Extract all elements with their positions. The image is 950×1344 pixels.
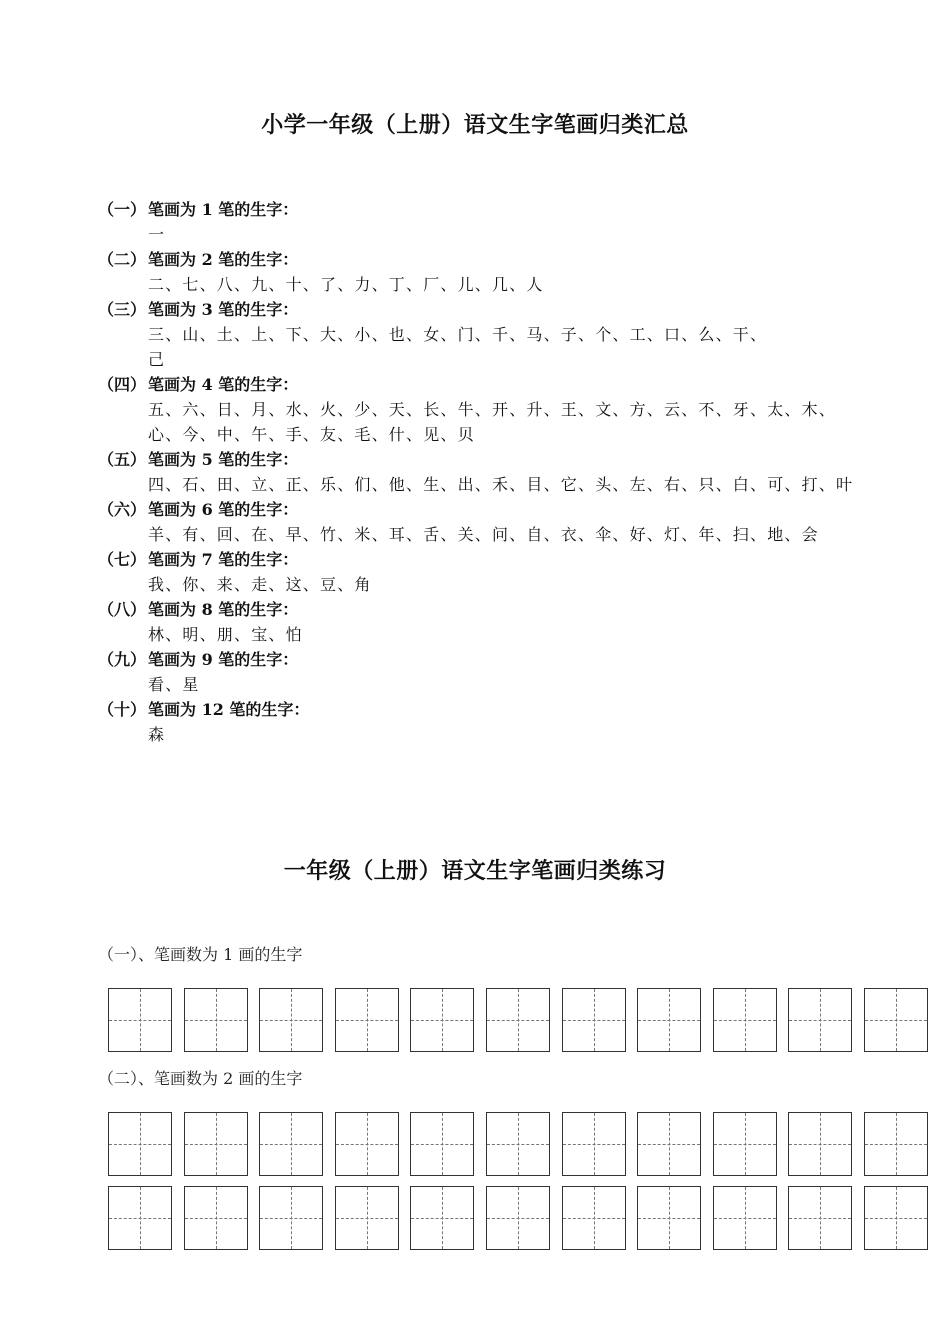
writing-box[interactable]	[259, 988, 323, 1052]
guide-line-horizontal	[185, 1144, 247, 1145]
section-4	[98, 372, 878, 447]
section-1	[98, 197, 878, 247]
guide-line-horizontal	[865, 1144, 927, 1145]
guide-line-horizontal	[260, 1020, 322, 1021]
section-chars: 二、七、八、九、十、了、力、丁、厂、儿、几、人	[148, 275, 544, 294]
section-chars: 看、星	[148, 675, 200, 694]
writing-box[interactable]	[410, 1112, 474, 1176]
section-6	[98, 497, 878, 547]
writing-box[interactable]	[637, 988, 701, 1052]
writing-box[interactable]	[788, 1112, 852, 1176]
guide-line-horizontal	[638, 1144, 700, 1145]
guide-line-horizontal	[789, 1144, 851, 1145]
section-number: （三）	[98, 300, 147, 319]
section-10	[98, 697, 878, 747]
guide-line-horizontal	[789, 1218, 851, 1219]
section-number: （四）	[98, 375, 147, 394]
guide-line-horizontal	[109, 1020, 171, 1021]
practice-grid-row	[108, 988, 926, 1052]
guide-line-horizontal	[714, 1144, 776, 1145]
guide-line-horizontal	[563, 1144, 625, 1145]
writing-box[interactable]	[335, 1186, 399, 1250]
guide-line-horizontal	[487, 1218, 549, 1219]
section-chars: 森	[148, 725, 166, 744]
guide-line-horizontal	[487, 1144, 549, 1145]
guide-line-horizontal	[714, 1218, 776, 1219]
stroke-sections	[98, 197, 878, 747]
section-7	[98, 547, 878, 597]
section-number: （十）	[98, 700, 147, 719]
guide-line-horizontal	[411, 1144, 473, 1145]
summary-title: 小学一年级（上册）语文生字笔画归类汇总	[261, 112, 689, 138]
writing-box[interactable]	[864, 988, 928, 1052]
writing-box[interactable]	[184, 1186, 248, 1250]
writing-box[interactable]	[410, 1186, 474, 1250]
guide-line-horizontal	[185, 1020, 247, 1021]
section-chars: 四、石、田、立、正、乐、们、他、生、出、禾、目、它、头、左、右、只、白、可、打、叶	[148, 475, 854, 494]
writing-box[interactable]	[637, 1112, 701, 1176]
writing-box[interactable]	[562, 988, 626, 1052]
writing-box[interactable]	[108, 1186, 172, 1250]
guide-line-horizontal	[260, 1144, 322, 1145]
practice-grid-row	[108, 1112, 926, 1176]
section-chars: 羊、有、回、在、早、竹、米、耳、舌、关、问、自、衣、伞、好、灯、年、扫、地、会	[148, 525, 819, 544]
guide-line-horizontal	[109, 1218, 171, 1219]
section-chars: 林、明、朋、宝、怕	[148, 625, 303, 644]
section-heading: 笔画为 8 笔的生字：	[148, 600, 299, 619]
writing-box[interactable]	[184, 988, 248, 1052]
section-5	[98, 447, 878, 497]
section-number: （五）	[98, 450, 147, 469]
guide-line-horizontal	[714, 1020, 776, 1021]
writing-box[interactable]	[108, 1112, 172, 1176]
writing-box[interactable]	[713, 1112, 777, 1176]
guide-line-horizontal	[865, 1218, 927, 1219]
practice-title: 一年级（上册）语文生字笔画归类练习	[283, 858, 667, 884]
writing-box[interactable]	[259, 1112, 323, 1176]
writing-box[interactable]	[335, 988, 399, 1052]
writing-box[interactable]	[562, 1112, 626, 1176]
writing-box[interactable]	[486, 1186, 550, 1250]
section-number: （二）	[98, 250, 147, 269]
writing-box[interactable]	[864, 1112, 928, 1176]
section-number: （六）	[98, 500, 147, 519]
guide-line-horizontal	[487, 1020, 549, 1021]
practice-grid-row	[108, 1186, 926, 1250]
section-chars: 三、山、土、上、下、大、小、也、女、门、千、马、子、个、工、口、么、干、己	[148, 325, 768, 369]
writing-box[interactable]	[259, 1186, 323, 1250]
section-chars: 我、你、来、走、这、豆、角	[148, 575, 372, 594]
section-heading: 笔画为 6 笔的生字：	[148, 500, 299, 519]
writing-box[interactable]	[562, 1186, 626, 1250]
section-heading: 笔画为 2 笔的生字：	[148, 250, 299, 269]
section-number: （八）	[98, 600, 147, 619]
guide-line-horizontal	[336, 1218, 398, 1219]
section-heading: 笔画为 7 笔的生字：	[148, 550, 299, 569]
section-3	[98, 297, 878, 372]
writing-box[interactable]	[108, 988, 172, 1052]
writing-box[interactable]	[486, 1112, 550, 1176]
writing-box[interactable]	[713, 1186, 777, 1250]
guide-line-horizontal	[865, 1020, 927, 1021]
writing-box[interactable]	[788, 1186, 852, 1250]
guide-line-horizontal	[563, 1020, 625, 1021]
guide-line-horizontal	[260, 1218, 322, 1219]
writing-box[interactable]	[335, 1112, 399, 1176]
section-chars: 一	[148, 225, 166, 244]
guide-line-horizontal	[789, 1020, 851, 1021]
guide-line-horizontal	[336, 1020, 398, 1021]
writing-box[interactable]	[713, 988, 777, 1052]
guide-line-horizontal	[638, 1020, 700, 1021]
writing-box[interactable]	[486, 988, 550, 1052]
writing-box[interactable]	[410, 988, 474, 1052]
writing-box[interactable]	[864, 1186, 928, 1250]
writing-box[interactable]	[637, 1186, 701, 1250]
section-heading: 笔画为 12 笔的生字：	[148, 700, 310, 719]
section-heading: 笔画为 1 笔的生字：	[148, 200, 299, 219]
section-2	[98, 247, 878, 297]
guide-line-horizontal	[336, 1144, 398, 1145]
writing-box[interactable]	[788, 988, 852, 1052]
section-heading: 笔画为 5 笔的生字：	[148, 450, 299, 469]
section-chars: 五、六、日、月、水、火、少、天、长、牛、开、升、王、文、方、云、不、牙、太、木、心、今、中、午、手、友、毛、什、见、贝	[148, 400, 837, 444]
section-number: （一）	[98, 200, 147, 219]
section-heading: 笔画为 3 笔的生字：	[148, 300, 299, 319]
practice-label-2: （二）、笔画数为 2 画的生字	[98, 1069, 303, 1088]
section-9	[98, 647, 878, 697]
section-heading: 笔画为 9 笔的生字：	[148, 650, 299, 669]
section-heading: 笔画为 4 笔的生字：	[148, 375, 299, 394]
guide-line-horizontal	[411, 1218, 473, 1219]
guide-line-horizontal	[185, 1218, 247, 1219]
section-number: （七）	[98, 550, 147, 569]
guide-line-horizontal	[638, 1218, 700, 1219]
guide-line-horizontal	[411, 1020, 473, 1021]
guide-line-horizontal	[109, 1144, 171, 1145]
guide-line-horizontal	[563, 1218, 625, 1219]
section-number: （九）	[98, 650, 147, 669]
practice-label-1: （一）、笔画数为 1 画的生字	[98, 945, 303, 964]
section-8	[98, 597, 878, 647]
writing-box[interactable]	[184, 1112, 248, 1176]
